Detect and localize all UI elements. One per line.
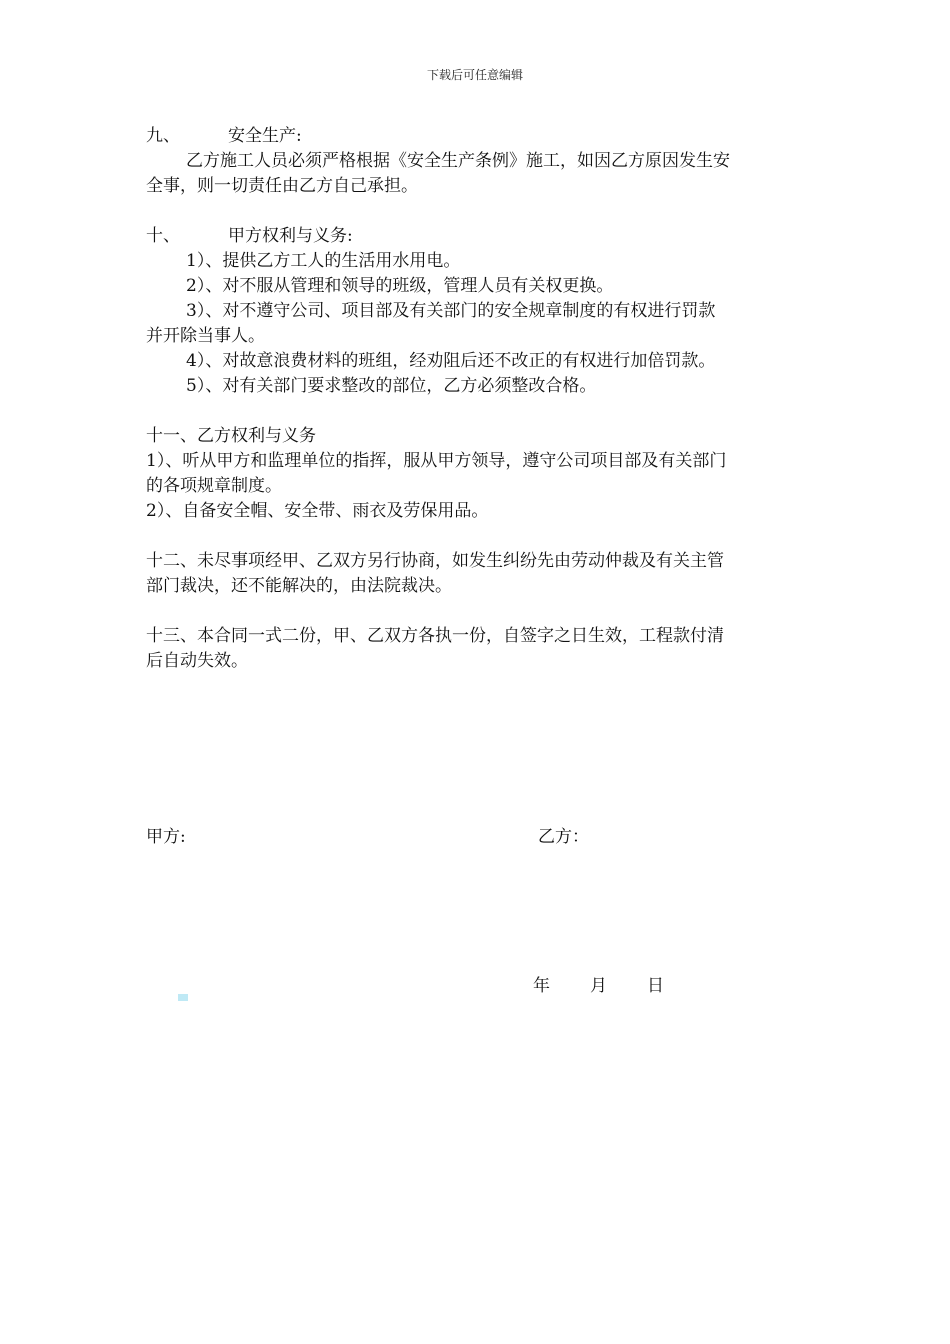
party-b-signature-label: 乙方： <box>538 827 589 847</box>
section-11-item-1-line-1: 1）、听从甲方和监理单位的指挥，服从甲方领导，遵守公司项目部及有关部门 <box>146 451 727 471</box>
section-13-line-2: 后自动失效。 <box>146 651 248 671</box>
section-10-item-1: 1）、提供乙方工人的生活用水用电。 <box>186 251 461 271</box>
section-12-line-2: 部门裁决，还不能解决的，由法院裁决。 <box>146 576 452 596</box>
section-9-paragraph-line-1: 乙方施工人员必须严格根据《安全生产条例》施工，如因乙方原因发生安 <box>186 151 730 171</box>
section-10-item-3-line-2: 并开除当事人。 <box>146 326 265 346</box>
party-a-signature-label: 甲方: <box>146 827 186 847</box>
date-month-label: 月 <box>590 976 607 996</box>
spacer <box>146 599 808 624</box>
section-11-item-1-line-2: 的各项规章制度。 <box>146 476 282 496</box>
header-note: 下载后可任意编辑 <box>426 68 523 82</box>
section-11-heading: 十一、乙方权利与义务 <box>146 426 316 446</box>
spacer <box>146 199 808 224</box>
section-10-title: 甲方权利与义务: <box>228 226 353 246</box>
section-9-number: 九、 <box>146 126 180 146</box>
section-9-heading <box>146 124 808 149</box>
spacer <box>146 524 808 549</box>
section-12-line-1: 十二、未尽事项经甲、乙双方另行协商，如发生纠纷先由劳动仲裁及有关主管 <box>146 551 724 571</box>
date-year-label: 年 <box>533 976 550 996</box>
section-10-item-4: 4）、对故意浪费材料的班组，经劝阻后还不改正的有权进行加倍罚款。 <box>186 351 716 371</box>
date-line <box>533 971 664 996</box>
section-10-number: 十、 <box>146 226 180 246</box>
contract-body <box>146 124 808 674</box>
section-13-line-1: 十三、本合同一式二份，甲、乙双方各执一份，自签字之日生效，工程款付清 <box>146 626 724 646</box>
section-11-item-2: 2）、自备安全帽、安全带、雨衣及劳保用品。 <box>146 501 489 521</box>
section-10-item-2: 2）、对不服从管理和领导的班级，管理人员有关权更换。 <box>186 276 614 296</box>
signature-row <box>146 822 808 847</box>
section-9-title: 安全生产: <box>228 126 302 146</box>
date-day-label: 日 <box>647 976 664 996</box>
section-10-item-3-line-1: 3）、对不遵守公司、项目部及有关部门的安全规章制度的有权进行罚款 <box>186 301 716 321</box>
spacer <box>146 399 808 424</box>
section-9-paragraph-line-2: 全事，则一切责任由乙方自己承担。 <box>146 176 418 196</box>
section-10-heading <box>146 224 808 249</box>
highlight-mark <box>178 994 188 1001</box>
section-10-item-5: 5）、对有关部门要求整改的部位，乙方必须整改合格。 <box>186 376 597 396</box>
